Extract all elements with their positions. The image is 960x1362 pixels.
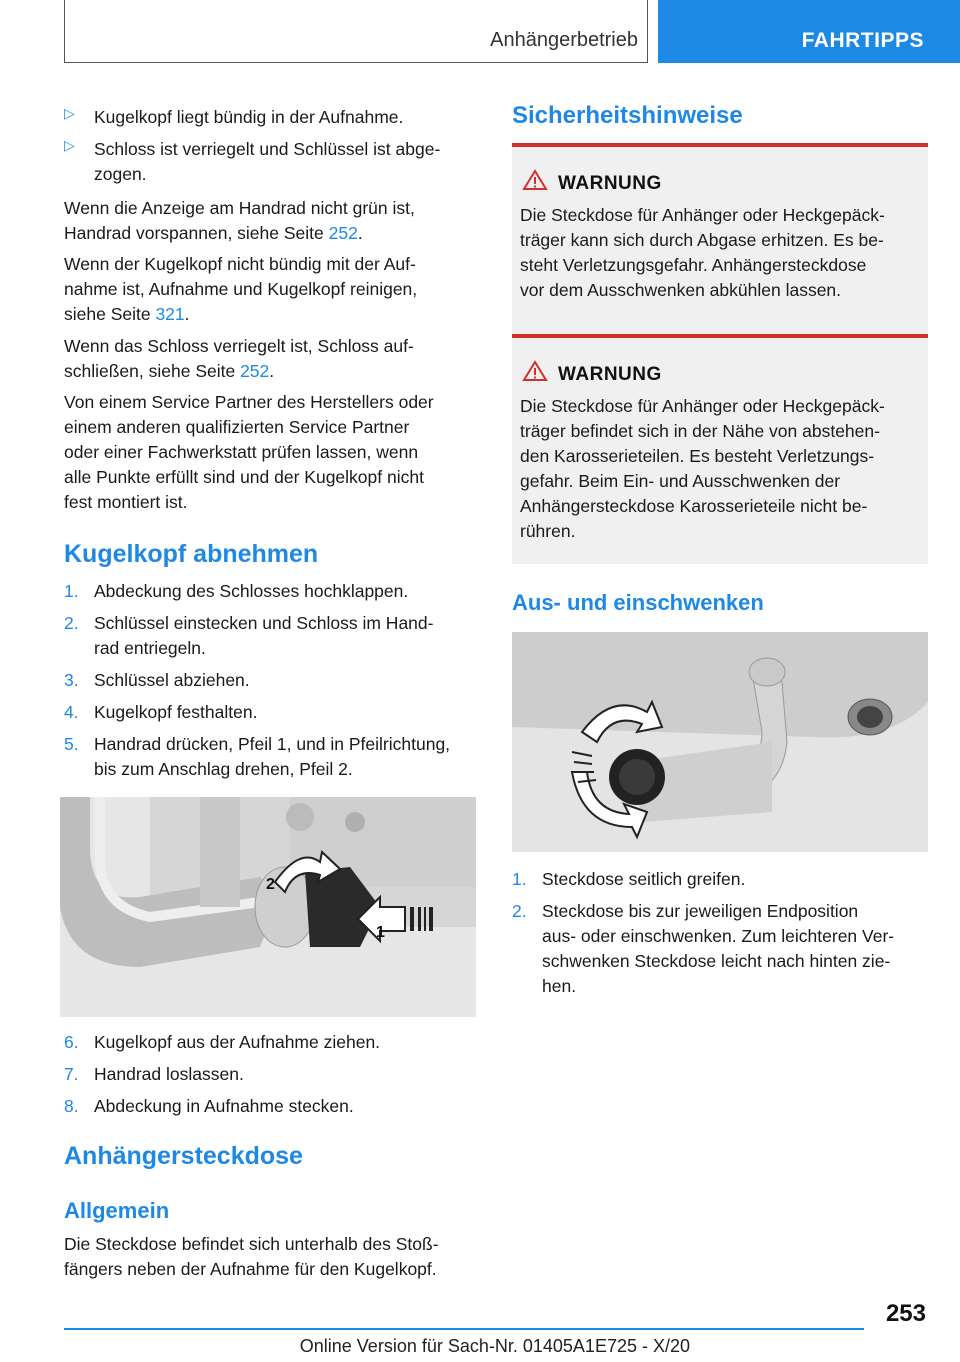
- text-line: alle Punkte erfüllt sind und der Kugelkopf nicht: [64, 467, 424, 487]
- step-text: Schlüssel abziehen.: [94, 670, 250, 690]
- text-line: Die Steckdose befindet sich unterhalb des Stoß-: [64, 1234, 439, 1254]
- triangle-bullet-icon: ▷: [64, 105, 75, 121]
- section-title: Anhängerbetrieb: [490, 29, 638, 51]
- triangle-bullet-icon: ▷: [64, 137, 75, 153]
- text-line: [64, 359, 484, 384]
- step-number: 4.: [64, 702, 79, 722]
- warning-text: steht Verletzungsgefahr. Anhängersteckdose: [520, 255, 867, 275]
- step-text: aus- oder einschwenken. Zum leichteren Ver-: [542, 926, 895, 946]
- figure-tow-ball-removal: [60, 797, 476, 1017]
- step-text: Kugelkopf aus der Aufnahme ziehen.: [94, 1032, 381, 1052]
- step-text: schwenken Steckdose leicht nach hinten zie-: [542, 951, 891, 971]
- warning-text: rühren.: [520, 521, 576, 541]
- text-line: Wenn das Schloss verriegelt ist, Schloss auf-: [64, 336, 414, 356]
- step-number: 1.: [64, 581, 79, 601]
- paragraph: [64, 252, 484, 327]
- step-text: hen.: [542, 976, 577, 996]
- bullet-text: Schloss ist verriegelt und Schlüssel ist abge-: [94, 139, 441, 159]
- paragraph: [64, 1232, 484, 1282]
- figure-socket-swivel: [512, 632, 928, 852]
- text: siehe Seite: [64, 304, 156, 324]
- paragraph: [64, 390, 484, 515]
- step-text: Schlüssel einstecken und Schloss im Hand-: [94, 613, 434, 633]
- bullet-text: Kugelkopf liegt bündig in der Aufnahme.: [94, 107, 404, 127]
- step-text: Handrad drücken, Pfeil 1, und in Pfeilrichtung,: [94, 734, 451, 754]
- step-text: rad entriegeln.: [94, 638, 206, 658]
- step-number: 3.: [64, 670, 79, 690]
- footer-version-text: Online Version für Sach-Nr. 01405A1E725 - X/20: [299, 1336, 690, 1356]
- text: .: [184, 304, 190, 324]
- text: .: [357, 223, 363, 243]
- warning-text: Die Steckdose für Anhänger oder Heckgepäck-: [520, 396, 885, 416]
- page-number: 253: [885, 1300, 926, 1327]
- step-number: 2.: [512, 901, 527, 921]
- text-line: oder einer Fachwerkstatt prüfen lassen, wenn: [64, 442, 419, 462]
- warning-text: gefahr. Beim Ein- und Ausschwenken der: [520, 471, 841, 491]
- warning-text: vor dem Ausschwenken abkühlen lassen.: [520, 280, 842, 300]
- chapter-tab-label: FAHRTIPPS: [801, 29, 924, 52]
- arrow-label-2: 2: [266, 876, 275, 893]
- text-line: Von einem Service Partner des Herstellers oder: [64, 392, 434, 412]
- text: schließen, siehe Seite: [64, 361, 241, 381]
- text-line: nahme ist, Aufnahme und Kugelkopf reinigen,: [64, 279, 418, 299]
- text-line: Wenn der Kugelkopf nicht bündig mit der Auf-: [64, 254, 416, 274]
- subsection-heading: Allgemein: [64, 1198, 170, 1223]
- step-text: Kugelkopf festhalten.: [94, 702, 258, 722]
- warning-triangle-icon: [522, 169, 548, 191]
- text-line: einem anderen qualifizierten Service Partner: [64, 417, 410, 437]
- footer-divider: [64, 1328, 864, 1330]
- text-line: [64, 302, 484, 327]
- section-heading: Anhängersteckdose: [64, 1142, 303, 1170]
- warning-text: träger befindet sich in der Nähe von abstehen-: [520, 421, 880, 441]
- warning-box: [512, 334, 928, 564]
- step-text: Abdeckung in Aufnahme stecken.: [94, 1096, 354, 1116]
- page-link[interactable]: 321: [155, 304, 185, 324]
- step-text: Abdeckung des Schlosses hochklappen.: [94, 581, 409, 601]
- warning-title: WARNUNG: [558, 173, 662, 194]
- step-number: 2.: [64, 613, 79, 633]
- warning-text: Die Steckdose für Anhänger oder Heckgepäck-: [520, 205, 885, 225]
- page-link[interactable]: 252: [240, 361, 270, 381]
- warning-triangle-icon: [522, 360, 548, 382]
- text: .: [269, 361, 275, 381]
- step-number: 7.: [64, 1064, 79, 1084]
- page-link[interactable]: 252: [328, 223, 358, 243]
- bullet-text: zogen.: [94, 164, 147, 184]
- text: Handrad vorspannen, siehe Seite: [64, 223, 329, 243]
- section-heading: Sicherheitshinweise: [512, 102, 743, 129]
- warning-text: Anhängersteckdose Karosserieteile nicht be-: [520, 496, 868, 516]
- step-number: 5.: [64, 734, 79, 754]
- step-text: bis zum Anschlag drehen, Pfeil 2.: [94, 759, 353, 779]
- chapter-tab[interactable]: [658, 0, 960, 63]
- paragraph: [64, 196, 484, 246]
- paragraph: [64, 334, 484, 384]
- text-line: [64, 221, 484, 246]
- text-line: fängers neben der Aufnahme für den Kugelkopf.: [64, 1259, 437, 1279]
- text-line: fest montiert ist.: [64, 492, 188, 512]
- section-heading: Kugelkopf abnehmen: [64, 540, 319, 568]
- subsection-heading: Aus- und einschwenken: [512, 590, 764, 615]
- warning-box: [512, 143, 928, 334]
- warning-text: den Karosserieteilen. Es besteht Verletzungs-: [520, 446, 875, 466]
- step-text: Steckdose seitlich greifen.: [542, 869, 746, 889]
- step-number: 6.: [64, 1032, 79, 1052]
- text-line: Wenn die Anzeige am Handrad nicht grün ist,: [64, 198, 415, 218]
- step-text: Handrad loslassen.: [94, 1064, 244, 1084]
- warning-title: WARNUNG: [558, 364, 662, 385]
- warning-text: träger kann sich durch Abgase erhitzen. Es be-: [520, 230, 884, 250]
- step-text: Steckdose bis zur jeweiligen Endposition: [542, 901, 859, 921]
- arrow-label-1: 1: [376, 924, 385, 941]
- step-number: 1.: [512, 869, 527, 889]
- step-number: 8.: [64, 1096, 79, 1116]
